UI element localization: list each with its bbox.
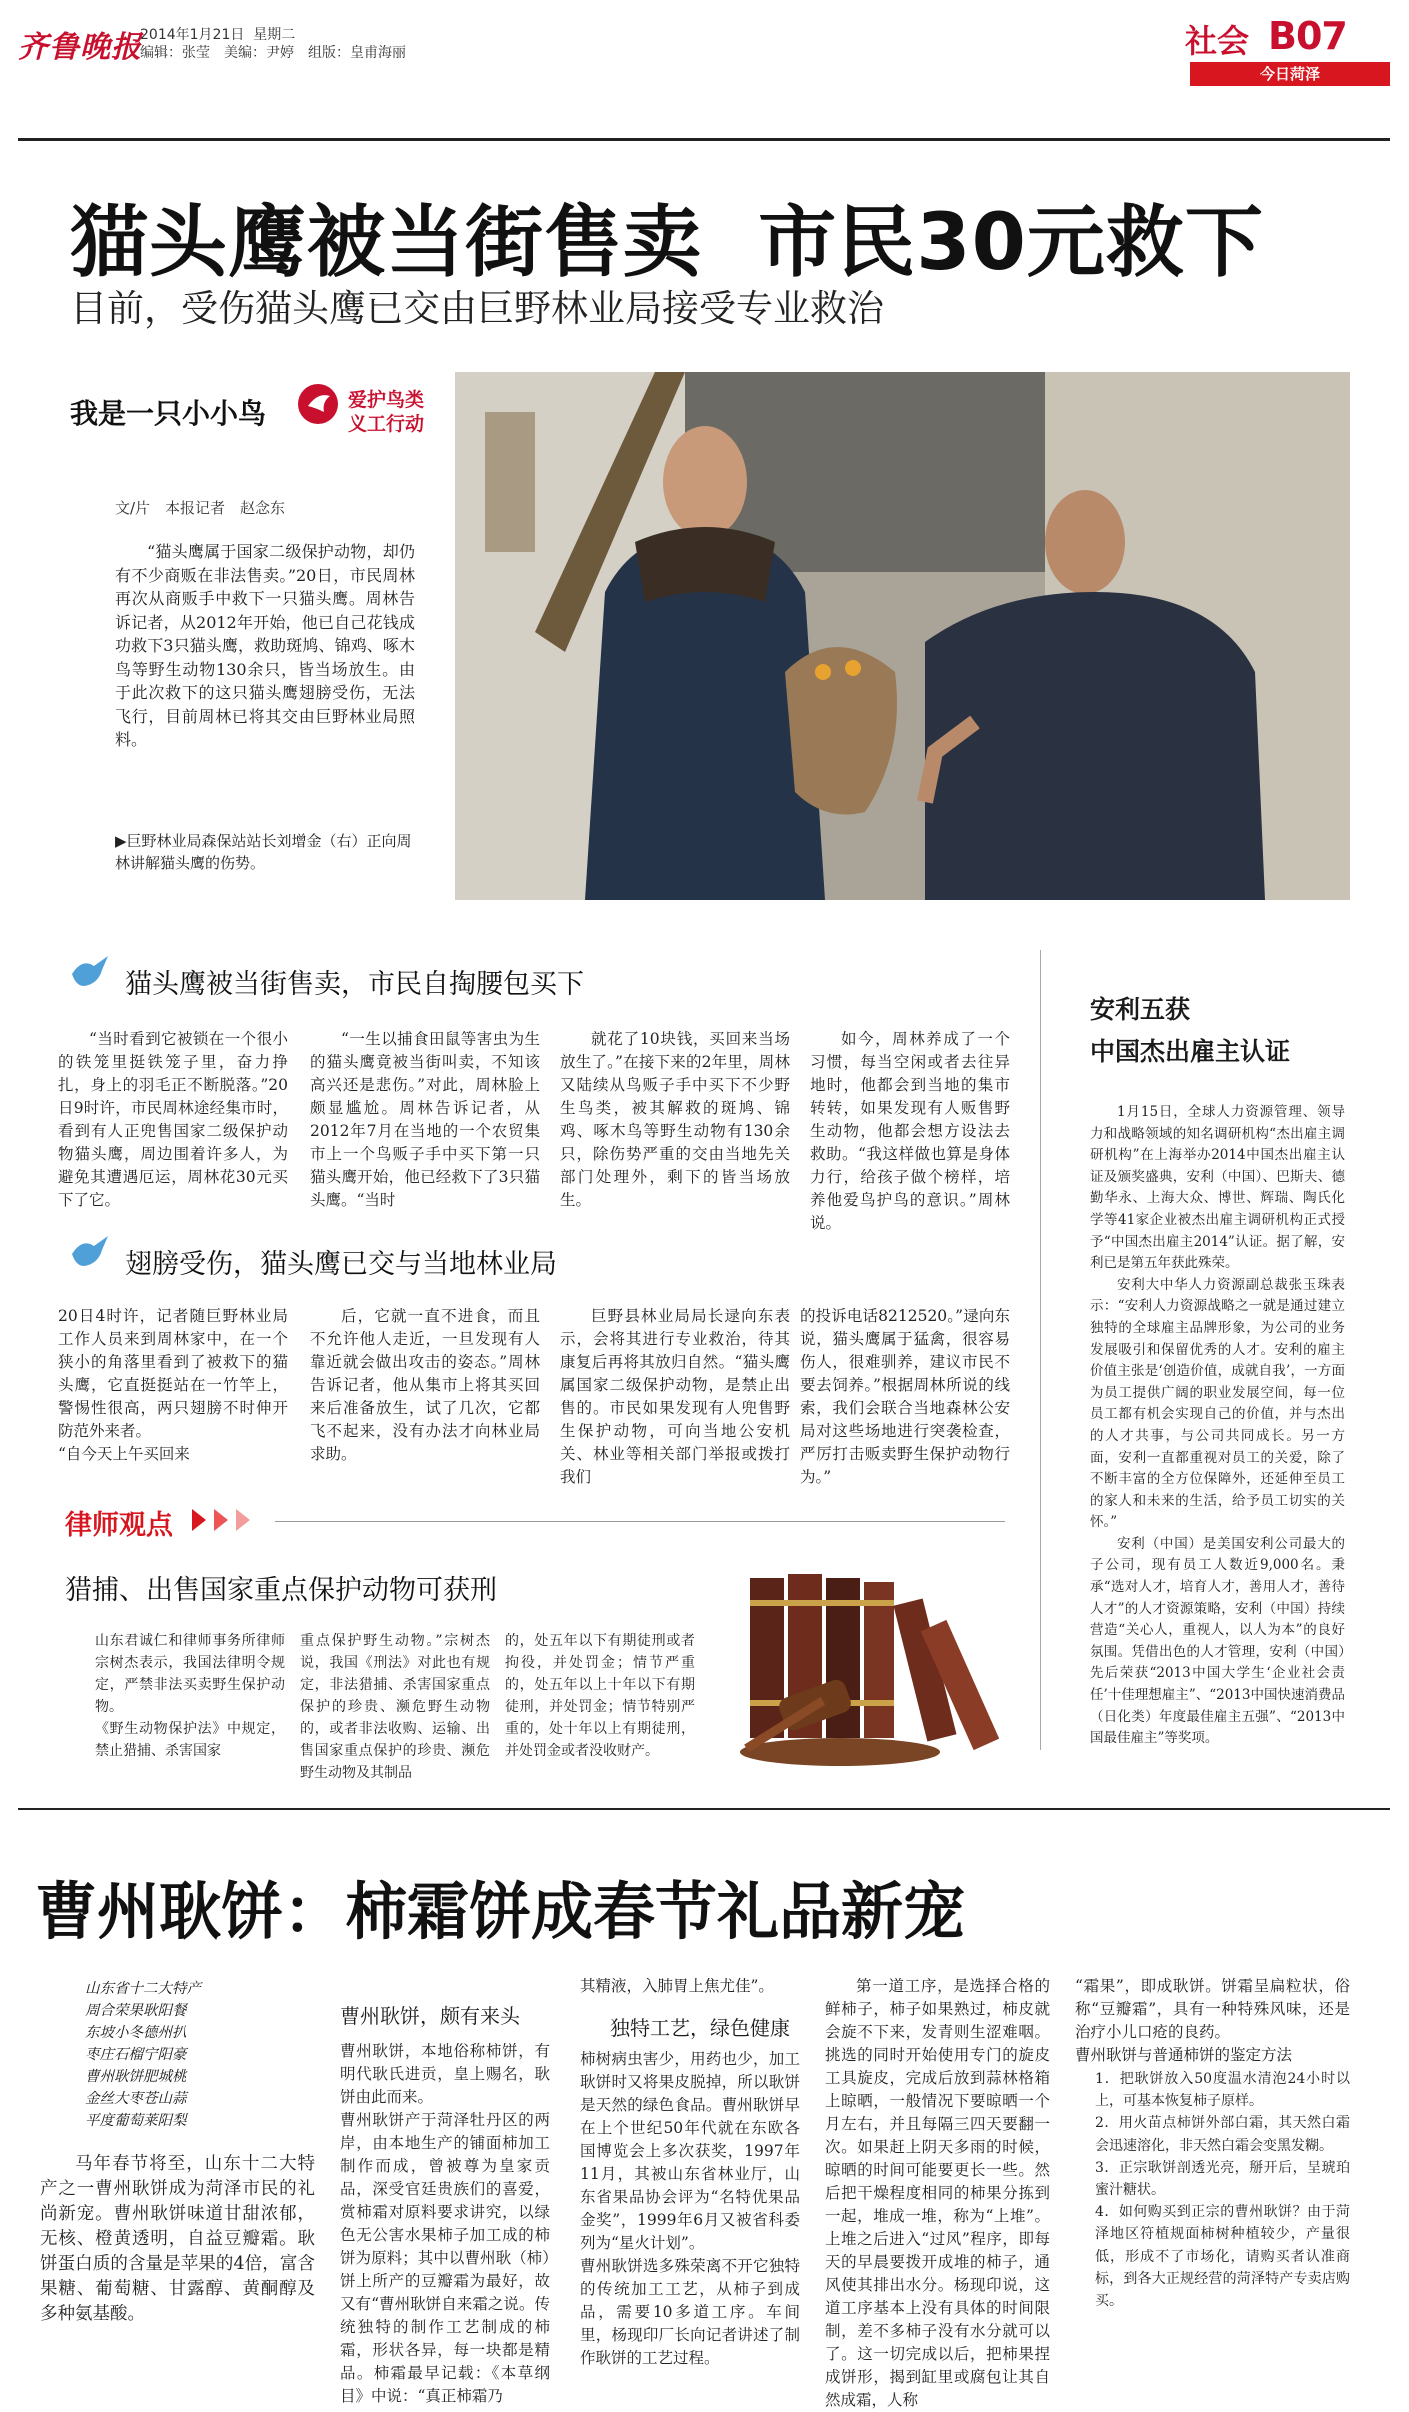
section2-col3-text: 巨野县林业局局长逯向东表示，会将其进行专业救治，待其康复后再将其放归自然。“猫头鹰属国家二级保护动物，是禁止出售的。市民如果发现有人兜售野生保护动物，可向当地公安机关、林业等相关部门举报或拨打我们	[560, 1307, 790, 1486]
section2-heading: 翅膀受伤，猫头鹰已交与当地林业局	[125, 1249, 557, 1280]
poem-line: 金丝大枣苍山蒜	[85, 2091, 187, 2107]
article2-headline: 曹州耿饼：柿霜饼成春节礼品新宠	[35, 1875, 966, 1948]
dove-icon	[68, 952, 112, 992]
news-photo	[455, 372, 1350, 900]
poem-line: 曹州耿饼肥城桃	[85, 2069, 187, 2085]
article2-intro-text: 马年春节将至，山东十二大特产之一曹州耿饼成为菏泽市民的礼尚新宠。曹州耿饼味道甘甜浓郁，无核、橙黄透明，自益豆瓣霜。耿饼蛋白质的含量是苹果的4倍，富含果糖、葡萄糖、甘露醇、黄酮醇及多种氨基酸。	[40, 2154, 315, 2324]
sidebar-title-line1: 安利五获	[1090, 995, 1191, 1024]
campaign-tagline: 爱护鸟类 义工行动	[348, 389, 425, 435]
staff-credits: 编辑：张莹 美编：尹婷 组版：皇甫海丽	[140, 45, 406, 61]
subheadline: 目前，受伤猫头鹰已交由巨野林业局接受专业救治	[70, 287, 884, 330]
newspaper-logo: 齐鲁晚报	[18, 30, 142, 65]
section1-col1-text: “当时看到它被锁在一个很小的铁笼里挺铁笼子里，奋力挣扎，身上的羽毛正不断脱落。”20日9时许，市民周林途经集市时，看到有人正兜售国家二级保护动物猫头鹰，周边围着许多人，为避免其遭遇厄运，周林花30元买下了它。	[58, 1030, 288, 1209]
poem-line: 平度葡萄莱阳梨	[85, 2113, 187, 2129]
lead-paragraph	[115, 540, 415, 800]
lawyer-col2: 重点保护野生动物。”宗树杰说，我国《刑法》对此也有规定，非法猎捕、杀害国家重点保护的珍贵、濒危野生动物的，或者非法收购、运输、出售国家重点保护的珍贵、濒危野生动物及其制品	[300, 1633, 490, 1781]
article2-subhead1: 曹州耿饼，颇有来头	[340, 2004, 520, 2028]
section2-col4: 的投诉电话8212520。”逯向东说，猫头鹰属于猛禽，很容易伤人，很难驯养，建议市民不要去饲养。”根据周林所说的线索，我们会联合当地森林公安局对这些场地进行突袭检查，严厉打击贩卖野生保护动物行为。”	[800, 1307, 1010, 1486]
lawyer-heading: 猎捕、出售国家重点保护动物可获刑	[65, 1575, 497, 1606]
weekday-text: 星期二	[253, 27, 296, 43]
bird-logo-icon	[296, 378, 340, 430]
date-text: 2014年1月21日	[140, 27, 245, 43]
specialty-poem	[85, 1978, 245, 2132]
section1-col2	[310, 1028, 540, 1208]
region-badge: 今日菏泽	[1190, 62, 1390, 86]
article2-col3a: 其精液，入肺胃上焦尤佳”。	[580, 1977, 774, 1995]
article2-col3: 柿树病虫害少，用药也少，加工耿饼时又将果皮脱掉，所以耿饼是天然的绿色食品。曹州耿饼早在上个世纪50年代就在东欧各国博览会上多次获奖，1997年11月，其被山东省林业厅，山东省果品协会评为“名特优果品金奖”，1999年6月又被省科委列为“星火计划”。 曹州耿饼选多殊荣离不开它独特的传统加工工艺，从柿子到成品，需要10多道工序。车间里，杨现印厂长向记者讲述了制作耿饼的工艺过程。	[580, 2050, 800, 2367]
section1-col4	[810, 1028, 1010, 1232]
masthead	[0, 0, 1409, 90]
article2-top-rule	[18, 1808, 1390, 1810]
page-number: B07	[1268, 14, 1347, 58]
section1-heading: 猫头鹰被当街售卖，市民自掏腰包买下	[125, 969, 584, 1000]
poem-line: 东坡小冬德州扒	[85, 2025, 187, 2041]
section2-col2-text: 后，它就一直不进食，而且不允许他人走近，一旦发现有人靠近就会做出攻击的姿态。”周林告诉记者，他从集市上将其买回来后准备放生，试了几次，它都飞不起来，没有办法才向林业局求助。	[310, 1307, 540, 1463]
article2-col4	[825, 1975, 1050, 2409]
sidebar-body	[1090, 1102, 1345, 1762]
lawyer-col1: 山东君诚仁和律师事务所律师宗树杰表示，我国法律明令规定，严禁非法买卖野生保护动物。 《野生动物保护法》中规定，禁止猎捕、杀害国家	[95, 1633, 285, 1759]
section2-col3	[560, 1305, 790, 1485]
campaign-label: 我是一只小小鸟	[70, 397, 267, 430]
article2-col5b: 1．把耿饼放入50度温水清泡24小时以上，可基本恢复柿子原样。 2．用火苗点柿饼外部白霜，其天然白霜会迅速溶化，非天然白霜会变黑发糊。 3．正宗耿饼剖透光亮，掰开后，呈琥珀蜜汁糖状。 4．如何购买到正宗的曹州耿饼？由于菏泽地区符植规面柿树种植较少，产量很低，形成不了市场化，请购买者认准商标，到各大正规经营的菏泽特产专卖店购买。	[1095, 2071, 1350, 2310]
lead-text: “猫头鹰属于国家二级保护动物，却仍有不少商贩在非法售卖。”20日，市民周林再次从商贩手中救下一只猫头鹰。周林告诉记者，从2012年开始，他已自己花钱成功救下3只猫头鹰，救助斑鸠、锦鸡、啄木鸟等野生动物130余只，皆当场放生。由于此次救下的这只猫头鹰翅膀受伤，无法飞行，目前周林已将其交由巨野林业局照料。	[115, 542, 415, 749]
poem-line: 山东省十二大特产	[85, 1981, 201, 1997]
article2-intro	[40, 2152, 315, 2324]
byline: 文/片 本报记者 赵念东	[115, 499, 286, 517]
caption-text: ▶巨野林业局森保站站长刘增金（右）正向周林讲解猫头鹰的伤势。	[115, 832, 412, 872]
poem-line: 周合荣果耿阳餐	[85, 2003, 187, 2019]
article2-subhead2: 独特工艺，绿色健康	[610, 2016, 790, 2040]
section1-col3-text: 就花了10块钱，买回来当场放生了。”在接下来的2年里，周林又陆续从鸟贩子手中买下不少野生鸟类，被其解救的斑鸠、锦鸡、啄木鸟等野生动物有130余只，除伤势严重的交由当地先关部门处理外，剩下的皆当场放生。	[560, 1030, 790, 1209]
section1-col3	[560, 1028, 790, 1208]
lawyer-rule	[275, 1521, 1005, 1522]
gavel-books-image	[730, 1570, 1000, 1770]
article2-col2: 曹州耿饼，本地俗称柿饼，有明代耿氏进贡，皇上赐名，耿饼由此而来。 曹州耿饼产于菏泽牡丹区的两岸，由本地生产的铺面柿加工制作而成，曾被尊为皇家贡品，深受官廷贵族们的喜爱，赏柿霜对原料要求讲究，以绿色无公害水果柿子加工成的柿饼为原料；其中以曹州耿（柿）饼上所产的豆瓣霜为最好，故又有“曹州耿饼自来霜之说。传统独特的制作工艺制成的柿霜，形状各异，每一块都是精品。柿霜最早记载：《本草纲目》中说：“真正柿霜乃	[340, 2042, 550, 2405]
lawyer-label: 律师观点	[65, 1510, 173, 1541]
sidebar-title-line2: 中国杰出雇主认证	[1090, 1037, 1291, 1066]
section2-col2	[310, 1305, 540, 1485]
sidebar-paragraph: 安利（中国）是美国安利公司最大的子公司，现有员工人数近9,000名。秉承“选对人才，培育人才，善用人才，善待人才”的人才资源策略，安利（中国）持续营造“关心人，重视人，以人为本”的良好氛围。凭借出色的人才管理，安利（中国）先后荣获“2013中国大学生‘企业社会责任’十佳理想雇主”、“2013中国快速消费品（日化类）年度最佳雇主五强”、“2013中国最佳雇主”等奖项。	[1090, 1535, 1345, 1747]
section1-col2-text: “一生以捕食田鼠等害虫为生的猫头鹰竟被当街叫卖，不知该高兴还是悲伤。”对此，周林脸上颇显尴尬。周林告诉记者，从2012年7月在当地的一个农贸集市上一个鸟贩子手中买下第一只猫头鹰开始，他已经救下了3只猫头鹰。“当时	[310, 1030, 540, 1209]
lawyer-col3: 的，处五年以下有期徒刑或者拘役，并处罚金；情节严重的，处五年以上十年以下有期徒刑，并处罚金；情节特别严重的，处十年以上有期徒刑，并处罚金或者没收财产。	[505, 1633, 695, 1759]
photo-caption	[115, 830, 425, 874]
issue-date	[140, 24, 295, 44]
sidebar-paragraph: 1月15日，全球人力资源管理、领导力和战略领域的知名调研机构“杰出雇主调研机构”在上海举办2014中国杰出雇主认证及颁奖盛典，安利（中国）、巴斯夫、德勤华永、上海大众、博世、辉瑞、陶氏化学等41家企业被杰出雇主调研机构正式授予“中国杰出雇主2014”认证。据了解，安利已是第五年获此殊荣。	[1090, 1104, 1345, 1272]
dove-icon	[68, 1232, 112, 1272]
section2-col1: 20日4时许，记者随巨野林业局工作人员来到周林家中，在一个狭小的角落里看到了被救下的猫头鹰，它直挺挺站在一竹竿上，警惕性很高，两只翅膀不时伸开防范外来者。 “自今天上午买回来	[58, 1307, 288, 1463]
headline: 猫头鹰被当街售卖 市民30元救下	[70, 198, 1264, 288]
section1-col4-text: 如今，周林养成了一个习惯，每当空闲或者去往异地时，他都会到当地的集市转转，如果发现有人贩售野生动物，他都会想方设法去救助。“我这样做也算是身体力行，给孩子做个榜样，培养他爱鸟护鸟的意识。”周林说。	[810, 1030, 1010, 1232]
section1-col1	[58, 1028, 288, 1208]
section-name: 社会	[1185, 22, 1250, 60]
arrow-icons	[192, 1506, 272, 1538]
sidebar-paragraph: 安利大中华人力资源副总裁张玉珠表示：“安利人力资源战略之一就是通过建立独特的全球雇主品牌形象，为公司的业务发展吸引和保留优秀的人才。安利的雇主价值主张是‘创造价值，成就自我’，一方面为员工提供广阔的职业发展空间，每一位员工都有机会实现自己的价值，并与杰出的人才共事，与公司共同成长。另一方面，安利一直都重视对员工的关爱，除了不断丰富的全方位保障外，还延伸至员工的家人和未来的生活，给予员工切实的关怀。”	[1090, 1276, 1345, 1531]
masthead-rule	[18, 138, 1390, 141]
poem-line: 枣庄石榴宁阳豪	[85, 2047, 187, 2063]
sidebar-divider	[1040, 950, 1041, 1750]
article2-col4-text: 第一道工序，是选择合格的鲜柿子，柿子如果熟过，柿皮就会旋不下来，发青则生涩难咽。挑选的同时开始使用专门的旋皮工具旋皮，完成后放到蒜林格箱上晾晒，一般情况下要晾晒一个月左右，并且每隔三四天要翻一次。如果赶上阴天多雨的时候，晾晒的时间可能要更长一些。然后把干燥程度相同的柿果分拣到一起，堆成一堆，称为“上堆”。上堆之后进入“过风”程序，即每天的早晨要拨开成堆的柿子，通风使其排出水分。杨现印说，这道工序基本上没有具体的时间限制，差不多柿子没有水分就可以了。这一切完成以后，把柿果捏成饼形，揭到缸里或腐包让其自然成霜，人称	[825, 1977, 1050, 2409]
article2-col5a: “霜果”，即成耿饼。饼霜呈扁粒状，俗称“豆瓣霜”，具有一种特殊风味，还是治疗小儿口疮的良药。 曹州耿饼与普通柿饼的鉴定方法	[1075, 1977, 1350, 2064]
